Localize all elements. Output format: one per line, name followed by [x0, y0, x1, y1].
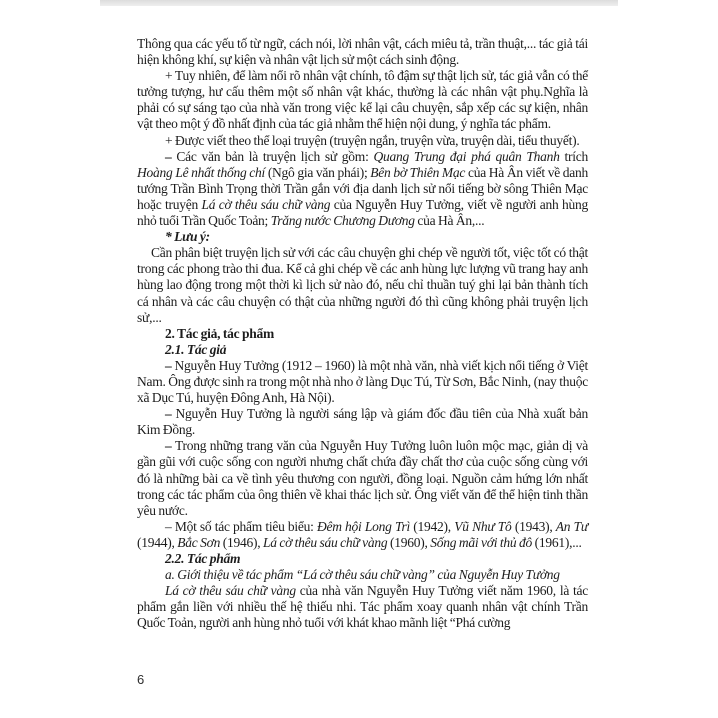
- text-run: của Hà Ân,...: [414, 213, 485, 229]
- paragraph: [137, 133, 588, 149]
- paragraph: [137, 583, 588, 631]
- paragraph: [137, 68, 588, 132]
- text-run: (1943),: [511, 518, 556, 534]
- text-run: 2.2. Tác phẩm: [165, 551, 241, 566]
- text-run: Bắc Sơn: [177, 534, 221, 550]
- subsection-heading: [137, 551, 588, 567]
- paragraph: [137, 358, 588, 406]
- sub-subsection-heading: [137, 567, 588, 583]
- text-run: Hoàng Lê nhất thống chí: [137, 164, 265, 180]
- section-heading: [137, 326, 588, 342]
- text-run: + Được viết theo thể loại truyện (truyện ngắn, truyện vừa, truyện dài, tiểu thuyết).: [165, 132, 580, 148]
- text-run: Trăng nước Chương Dương: [270, 213, 415, 229]
- text-run: Lá cờ thêu sáu chữ vàng: [201, 196, 331, 212]
- text-run: An Tư: [555, 518, 588, 534]
- text-run: trích: [559, 148, 588, 164]
- paragraph: [137, 438, 588, 518]
- text-run: (1942),: [409, 518, 455, 534]
- text-run: của nhà văn Nguyễn Huy Tưởng viết năm 1960, là tác phẩm gắn liền với nhiều thế hệ thiếu nhi. Tác phẩm xoay quanh nhân vật chính Trần Quốc Toản, người anh hùng nhỏ tuổi với khát khao mãnh liệt “Phá cường: [137, 583, 588, 631]
- paragraph-continuation: [137, 36, 588, 68]
- text-run: Nguyễn Huy Tưởng (1912 – 1960) là một nhà văn, nhà viết kịch nổi tiếng ở Việt Nam. Ông được sinh ra trong một nhà nho ở làng Dục Tú, Từ Sơn, Bắc Ninh, (nay thuộc xã Dục Tú, huyện Đông Anh, Hà Nội).: [137, 357, 589, 406]
- text-run: của Hà Ân viết về danh tướng Trần Bình Trọng thời Trần gắn với địa danh lịch sử nổi tiếng bờ sông Thiên Mạc hoặc truyện: [137, 164, 589, 212]
- text-run: –: [165, 357, 175, 373]
- paragraph: [137, 149, 588, 229]
- text-run: –: [165, 148, 177, 164]
- text-run: Vũ Như Tô: [454, 518, 512, 534]
- text-run: a. Giới thiệu về tác phẩm “Lá cờ thêu sáu chữ vàng” của Nguyễn Huy Tưởng: [165, 567, 560, 583]
- text-run: – Một số tác phẩm tiêu biểu:: [165, 518, 317, 534]
- text-run: Lá cờ thêu sáu chữ vàng: [262, 534, 388, 550]
- text-run: * Lưu ý:: [165, 229, 210, 245]
- text-run: Quang Trung đại phá quân Thanh: [373, 148, 560, 164]
- text-run: Các văn bản là truyện lịch sử gồm:: [176, 148, 374, 164]
- scan-edge-artifact: [100, 0, 618, 6]
- text-run: 2. Tác giả, tác phẩm: [165, 325, 275, 341]
- text-run: Đêm hội Long Trì: [316, 518, 410, 534]
- paragraph: [137, 406, 588, 438]
- subsection-heading: [137, 342, 588, 358]
- text-run: Sống mãi với thủ đô: [430, 534, 532, 550]
- text-run: + Tuy nhiên, để làm nổi rõ nhân vật chính, tô đậm sự thật lịch sử, tác giả vẫn có thể tưởng tượng, hư cấu thêm một số nhân vật khác, thường là các nhân vật phụ.Nghĩa là phải có sự sáng tạo của nhà văn trong việc kể lại câu chuyện, sắp xếp các sự kiện, nhân vật theo một ý đồ nhất định của tác giả nhằm thể hiện nội dung, ý nghĩa tác phẩm.: [137, 68, 588, 132]
- text-run: (1944),: [137, 534, 178, 550]
- note-heading: [137, 229, 588, 245]
- paragraph: [137, 245, 588, 325]
- text-run: –: [165, 438, 176, 454]
- page-number: 6: [137, 672, 145, 687]
- text-run: Bên bờ Thiên Mạc: [370, 164, 466, 180]
- text-run: Cần phân biệt truyện lịch sử với các câu chuyện ghi chép về người tốt, việc tốt có thật trong các phong trào thi đua. Kể cả ghi chép về các anh hùng lực lượng vũ trang hay anh hùng lao động trong một thời kì lịch sử nào đó, nếu chỉ thuần tuý ghi lại bản thành tích cá nhân và các câu chuyện có thật của những người đó thì cũng không phải truyện lịch sử,...: [137, 245, 588, 325]
- text-run: Lá cờ thêu sáu chữ vàng: [165, 583, 296, 599]
- text-run: Trong những trang văn của Nguyễn Huy Tưởng luôn luôn mộc mạc, giản dị và gần gũi với cuộc sống con người nhưng chất chứa đầy chất thơ của cuộc sống cùng với đó là những bài ca về tình yêu thương con người, đồng loại. Nguồn cảm hứng lớn nhất trong các tác phẩm của ông thiên về khai thác lịch sử. Ông viết văn để thể hiện tinh thần yêu nước.: [137, 438, 588, 518]
- text-column: [137, 36, 588, 631]
- paragraph: [137, 519, 588, 551]
- text-run: 2.1. Tác giả: [165, 341, 227, 357]
- text-run: (1946),: [220, 534, 263, 550]
- text-run: của Nguyễn Huy Tưởng, viết về người anh hùng nhỏ tuổi Trần Quốc Toản;: [137, 196, 588, 229]
- text-run: Thông qua các yếu tố từ ngữ, cách nói, lời nhân vật, cách miêu tả, trần thuật,... tác giả tái hiện không khí, sự kiện và nhân vật lịch sử một cách sinh động.: [137, 36, 588, 68]
- text-run: Nguyễn Huy Tưởng là người sáng lập và giám đốc đầu tiên của Nhà xuất bản Kim Đồng.: [137, 406, 588, 438]
- text-run: –: [165, 406, 176, 422]
- text-run: (Ngô gia văn phái);: [265, 164, 371, 180]
- text-run: (1961),...: [531, 534, 582, 550]
- text-run: (1960),: [387, 534, 431, 550]
